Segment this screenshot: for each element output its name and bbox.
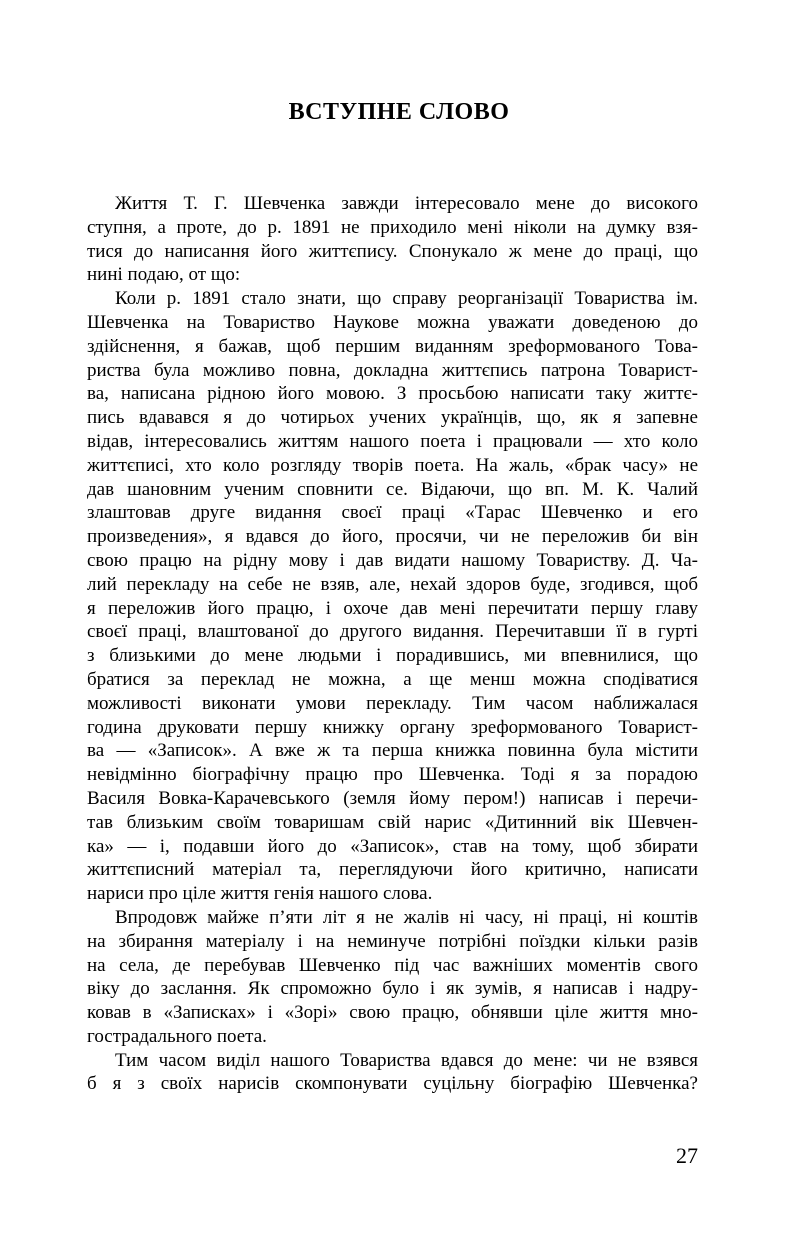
text-line: свою працю на рідну мову і дав видати нашому Товариству. Д. Ча- xyxy=(87,549,698,571)
text-line: з близькими до мене людьми і порадившись, ми впевнилися, що xyxy=(87,645,698,667)
text-line: нариси про ціле життя генія нашого слова. xyxy=(87,883,433,905)
chapter-title: ВСТУПНЕ СЛОВО xyxy=(288,99,510,125)
text-line: братися за переклад не можна, а ще менш можна сподіватися xyxy=(87,668,698,690)
paragraph xyxy=(87,192,698,287)
text-line: життєписі, хто коло розгляду творів поета. На жаль, «брак часу» не xyxy=(87,454,698,476)
text-line: на збирання матеріалу і на неминуче потрібні поїздки кільки разів xyxy=(87,930,698,952)
text-line: життєписний матеріал та, переглядуючи його критично, написати xyxy=(87,859,698,881)
text-line: ва, написана рідною його мовою. З просьбою написати таку життє- xyxy=(87,383,698,405)
text-line: невідмінно біографічну працю про Шевченка. Тоді я за порадою xyxy=(87,764,698,786)
paragraph xyxy=(87,906,698,1049)
text-line: відав, інтересовались життям нашого поета і працювали — хто коло xyxy=(87,430,698,452)
text-line: тав близьким своїм товаришам свій нарис «Дитинний вік Шевчен- xyxy=(87,811,698,833)
text-line: произведения», я вдався до його, просячи, чи не переложив би він xyxy=(87,526,698,548)
text-line: ковав в «Записках» і «Зорі» свою працю, обнявши ціле життя мно- xyxy=(87,1002,698,1024)
text-line: година друковати першу книжку органу зреформованого Товарист- xyxy=(87,716,698,738)
text-line: я переложив його працю, і охоче дав мені перечитати першу главу xyxy=(87,597,698,619)
text-line: гострадального поета. xyxy=(87,1025,267,1047)
text-line: б я з своїх нарисів скомпонувати суцільну біографію Шевченка? xyxy=(87,1073,698,1095)
text-line: Впродовж майже п’яти літ я не жалів ні часу, ні праці, ні коштів xyxy=(115,906,698,928)
text-line: дав шановним ученим сповнити се. Відаючи, що вп. М. К. Чалий xyxy=(87,478,698,500)
text-line: можливості виконати умови перекладу. Тим часом наближалася xyxy=(87,692,698,714)
paragraph xyxy=(87,287,698,906)
text-line: тися до написання його життєпису. Спонукало ж мене до праці, що xyxy=(87,240,698,262)
text-line: риства була можливо повна, докладна життєпись патрона Товарист- xyxy=(87,359,698,381)
text-line: Тим часом виділ нашого Товариства вдався до мене: чи не взявся xyxy=(115,1049,698,1071)
text-line: ка» — і, подавши його до «Записок», став на тому, щоб збирати xyxy=(87,835,698,857)
text-line: Коли р. 1891 стало знати, що справу реорганізації Товариства ім. xyxy=(115,288,698,310)
text-line: своєї праці, влаштованої до другого видання. Перечитавши її в гурті xyxy=(87,621,698,643)
text-line: лий перекладу на себе не взяв, але, нехай здоров буде, згодився, щоб xyxy=(87,573,698,595)
text-line: ва — «Записок». А вже ж та перша книжка повинна була містити xyxy=(87,740,698,762)
text-line: нині подаю, от що: xyxy=(87,264,241,286)
page-number: 27 xyxy=(676,1143,698,1168)
body-text xyxy=(87,192,698,1096)
text-line: віку до заслання. Як спроможно було і як зумів, я написав і надру- xyxy=(87,978,698,1000)
text-line: ступня, а проте, до р. 1891 не приходило мені ніколи на думку взя- xyxy=(87,216,698,238)
text-line: Життя Т. Г. Шевченка завжди інтересовало мене до високого xyxy=(115,193,698,214)
text-line: злаштовав друге видання своєї праці «Тарас Шевченко и его xyxy=(87,502,698,524)
text-line: здійснення, я бажав, щоб першим виданням зреформованого Това- xyxy=(87,335,698,357)
text-line: Шевченка на Товариство Наукове можна уважати доведеною до xyxy=(87,311,698,333)
paragraph xyxy=(87,1049,698,1097)
text-line: на села, де перебував Шевченко під час важніших моментів свого xyxy=(87,954,698,976)
text-line: Василя Вовка-Карачевського (земля йому пером!) написав і перечи- xyxy=(87,787,698,809)
text-line: пись вдавався я до чотирьох учених українців, що, як я запевне xyxy=(87,407,698,429)
